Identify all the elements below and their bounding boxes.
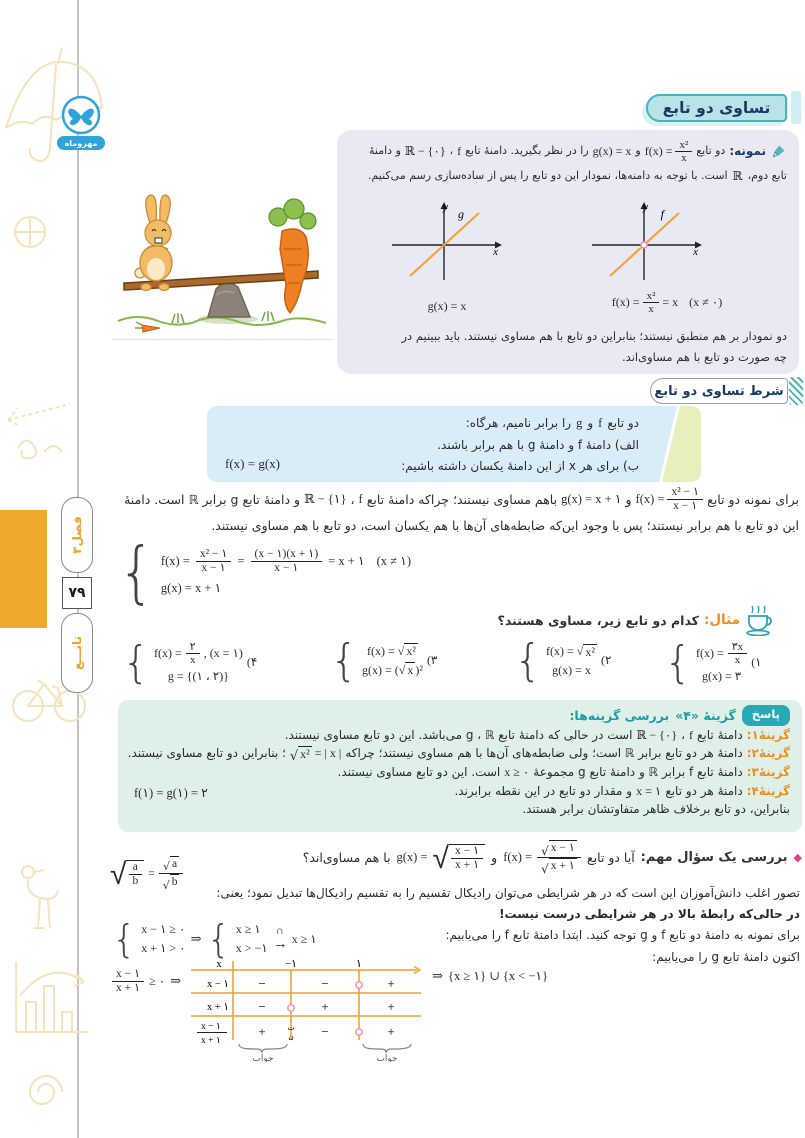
- answer-item-4-equation: f(۱) = g(۱) = ۲: [134, 786, 208, 800]
- svg-text:+: +: [387, 999, 395, 1014]
- example-question: [118, 612, 740, 628]
- condition-equation: f(x) = g(x): [225, 456, 280, 471]
- condition-line1: دو تابع: [607, 416, 639, 431]
- tab-subject[interactable]: [61, 613, 93, 693]
- condition-line2: الف) دامنهٔ f و دامنهٔ g با هم برابر باشند.: [437, 437, 639, 452]
- radical-rule-formula: √ $\frac{a}{b}$ = √ a √ b: [110, 856, 183, 891]
- svg-text:x: x: [493, 246, 498, 258]
- sign-table: [189, 956, 424, 1062]
- important-p3: برای نمونه به دامنهٔ دو تابع f و g توجه کنید. ابتدا دامنهٔ تابع f را می‌یابیم:: [445, 928, 800, 942]
- important-p1: تصور اغلب دانش‌آموزان این است که در هر شرایطی می‌توان رادیکال تقسیم را به تقسیم رادیکال‌ها تبدیل نمود؛ یعنی:: [216, 886, 800, 900]
- title-banner: [646, 94, 787, 122]
- answer-conclusion: بنابراین، دو تابع برخلاف ظاهر متفاوتشان برابر هستند.: [522, 802, 790, 817]
- title-edge-bar: [791, 91, 801, 124]
- graph-f-caption: f(x) = $\frac{\text{x²}}{x}$ = x (x ≠ ٠): [611, 290, 723, 316]
- intersection-symbol: ∩: [275, 925, 284, 938]
- cartoon-baseline: [112, 339, 334, 340]
- example-text-2: تابع دوم،: [747, 169, 787, 183]
- svg-text:x + ۱: x + ۱: [207, 1002, 230, 1013]
- svg-text:+: +: [387, 1024, 395, 1039]
- section-header: [650, 378, 788, 404]
- answer-badge: پاسخ: [742, 705, 790, 726]
- condition-line3: ب) برای هر x از این دامنهٔ یکسان داشته باشیم:: [401, 458, 639, 473]
- page-number: ۷۹: [68, 585, 86, 601]
- condition-box: دو تابع f و g را برابر نامیم، هرگاه: الف) دامنهٔ f و دامنهٔ g با هم برابر باشند. ب) برای هر x از این دامنهٔ یکسان داشته باشیم: f(x) = g(x): [207, 406, 701, 482]
- teacup-icon: [745, 604, 773, 636]
- svg-text:−: −: [321, 1024, 329, 1039]
- answer-review-label: بررسی گزینه‌ها:: [569, 707, 670, 723]
- important-question: ◆ بررسی یک سؤال مهم: آیا دو تابع f(x) = √ x − ۱ √ x + ۱ و g(x) = √ $\frac{x - ۱}{x + ۱}$ با هم مساوی‌اند؟: [302, 840, 802, 876]
- section-header-hatch: [789, 377, 803, 405]
- svg-text:y: y: [643, 201, 648, 213]
- svg-text:g: g: [458, 207, 464, 221]
- section-title: شرط تساوی دو تابع: [654, 383, 784, 399]
- answer-item-2: گزینهٔ۲: دامنهٔ هر دو تابع برابر ℝ است؛ ولی ضابطه‌های آن‌ها با هم مساوی نیستند؛ چراکه √ x² = | x | ؛ بنابراین دو تابع مساوی نیستند.: [127, 746, 790, 765]
- arrow-doodle: [8, 404, 70, 426]
- tab-subject-label: تابـــع: [70, 635, 84, 671]
- svg-text:ن: ن: [288, 1032, 294, 1041]
- svg-text:−: −: [258, 976, 266, 991]
- option-3[interactable]: { f(x) = √ x² g(x) = (√ x )² (۳: [330, 635, 438, 686]
- tab-chapter-label: فصل۳: [69, 516, 84, 554]
- svg-text:x − ۱: x − ۱: [201, 1022, 222, 1032]
- svg-text:−: −: [258, 999, 266, 1014]
- graph-f-hole: [641, 242, 647, 248]
- graph-g: [382, 200, 507, 286]
- publisher-name-text: مهروماه: [64, 138, 98, 148]
- stork-doodle: [22, 866, 34, 878]
- option-2-number: (۲: [600, 653, 612, 668]
- svg-text:x − ۱: x − ۱: [207, 979, 230, 990]
- spiral-doodle: [30, 1076, 62, 1104]
- carrot-character: [269, 199, 316, 313]
- svg-text:x + ۱: x + ۱: [201, 1036, 222, 1046]
- worked-system: { f(x) = $\frac{\text{x² − ۱}}{x - ۱}$ = $\frac{(x - ۱)(x + ۱)}{x - ۱}$ = x + ۱ (x ≠ ۱) g(x) = x + ۱: [118, 532, 412, 612]
- page-title: تساوی دو تابع: [662, 99, 771, 117]
- svg-text:x: x: [693, 246, 698, 258]
- svg-text:f: f: [660, 207, 664, 221]
- svg-text:+: +: [387, 976, 395, 991]
- rock-fulcrum: [208, 283, 250, 317]
- domain-system: { x − ۱ ≥ ٠ x + ۱ > ٠ ⇒ { x ≥ ۱ x > −۱ ∩ → x ≥ ۱: [112, 917, 317, 961]
- important-p2: در حالی‌که رابطهٔ بالا در هر شرایطی درست نیست!: [499, 907, 800, 921]
- example-question-label: مثال:: [703, 612, 740, 628]
- solution-set: ⇒ {x ≥ ۱} ∪ {x < −۱}: [432, 968, 549, 983]
- svg-text:ت: ت: [287, 1023, 295, 1032]
- answer-brace-left: [239, 1044, 287, 1053]
- svg-text:y: y: [443, 201, 448, 213]
- svg-text:−۱: −۱: [285, 958, 298, 970]
- answer-item-1: گزینهٔ۱: دامنهٔ تابع f ، ℝ − {٠} است در حالی که دامنهٔ تابع g ، ℝ می‌باشد. این دو تابع مساوی نیستند.: [284, 727, 790, 742]
- option-2[interactable]: { f(x) = √ x² g(x) = x (۲: [514, 635, 612, 686]
- sign-analysis: $\frac{x - ۱}{x + ۱}$ ≥ ٠ ⇒ x −۱ ۱ x − ۱ − − + x + ۱ − + + x − ۱ x + ۱ + − + ت ن جواب جواب ⇒ {x ≥ ۱} ∪ {x < −۱}: [112, 956, 548, 1062]
- example-note: دو نمودار بر هم منطبق نیستند؛ بنابراین دو تابع با هم مساوی نیستند. باید ببینیم در چه صورت دو تابع با هم مساوی‌اند.: [401, 329, 787, 365]
- answer-brace-right: [363, 1044, 411, 1053]
- example-box: نمونه: دو تابع f(x) = $\frac{\text{x²}}{x}$ و g(x) = x را در نظر بگیرید. دامنهٔ تابع f ، ℝ − {٠} و دامنهٔ تابع دوم، ℝ است. با توجه به دامنه‌ها، نمودار این دو تابع را پس از ساده‌سازی رسم می‌کنیم. x y f x y g f(x) = $\frac{\text{x²}}{x}$ = x (x ≠ ٠) g(x) = x دو نمودار بر هم منطبق نیستند؛ بنابراین دو تابع با هم مساوی نیستند. باید ببینیم در چه صورت دو تابع با هم مساوی‌اند.: [337, 130, 799, 374]
- publisher-logo: [60, 94, 102, 136]
- small-carrot: [142, 325, 160, 332]
- body-paragraph: برای نمونه دو تابع f(x) = $\frac{\text{x² − ۱}}{x - ۱}$ و g(x) = x + ۱ باهم مساوی نیستند؛ چراکه دامنهٔ تابع f ، ℝ − {۱} و دامنهٔ تابع g برابر ℝ است. دامنهٔ این دو تابع با هم برابر نیستند؛ پس با وجود این‌که ضابطه‌های آن‌ها با هم یکسان است، دو تابع با هم مساوی نیستند.: [124, 486, 799, 534]
- option-3-number: (۳: [426, 653, 438, 668]
- corner-fold: [649, 406, 701, 482]
- option-4[interactable]: { f(x) = $\frac{۲}{x}$ , (x = ۱) g = {(۱ ، ۲)} (۴: [122, 636, 258, 688]
- pen-icon: [770, 143, 787, 160]
- svg-text:جواب: جواب: [252, 1054, 274, 1062]
- margin-orange-block: [0, 510, 47, 628]
- svg-text:−: −: [321, 976, 329, 991]
- answer-choice: گزینهٔ «۴»: [675, 707, 736, 723]
- svg-text:جواب: جواب: [376, 1054, 398, 1062]
- example-question-text: کدام دو تابع زیر، مساوی هستند؟: [497, 612, 699, 628]
- graph-f: [582, 200, 707, 286]
- important-question-label: بررسی یک سؤال مهم:: [640, 850, 788, 866]
- answer-item-4: گزینهٔ۴: دامنهٔ هر دو تابع x = ۱ و مقدار دو تابع در این نقطه برابرند.: [454, 783, 790, 798]
- option-1[interactable]: { f(x) = $\frac{۳x}{x}$ g(x) = ۳ (۱: [664, 636, 762, 688]
- svg-text:+: +: [258, 1024, 266, 1039]
- seesaw-cartoon: [112, 191, 334, 338]
- option-4-number: (۴: [246, 655, 258, 670]
- page-number-box: [62, 577, 92, 609]
- script-doodle: [18, 440, 62, 458]
- diamond-bullet-icon: ◆: [793, 851, 802, 865]
- answer-item-3: گزینهٔ۳: دامنهٔ تابع f برابر ℝ و دامنهٔ تابع g مجموعهٔ x ≥ ٠ است. این دو تابع مساوی نیستند.: [337, 765, 790, 779]
- example-text: دو تابع: [696, 144, 726, 158]
- tab-chapter[interactable]: [61, 497, 93, 573]
- important-p4: اکنون دامنهٔ تابع g را می‌یابیم:: [652, 950, 800, 964]
- publisher-name: [57, 136, 105, 150]
- rabbit: [135, 195, 172, 291]
- svg-text:x: x: [216, 958, 222, 970]
- svg-text:۱: ۱: [356, 958, 363, 970]
- answer-box: [118, 700, 802, 832]
- graph-g-caption: g(x) = x: [427, 299, 467, 313]
- svg-text:+: +: [321, 999, 329, 1014]
- option-1-number: (۱: [751, 655, 762, 670]
- example-label: نمونه:: [729, 144, 766, 159]
